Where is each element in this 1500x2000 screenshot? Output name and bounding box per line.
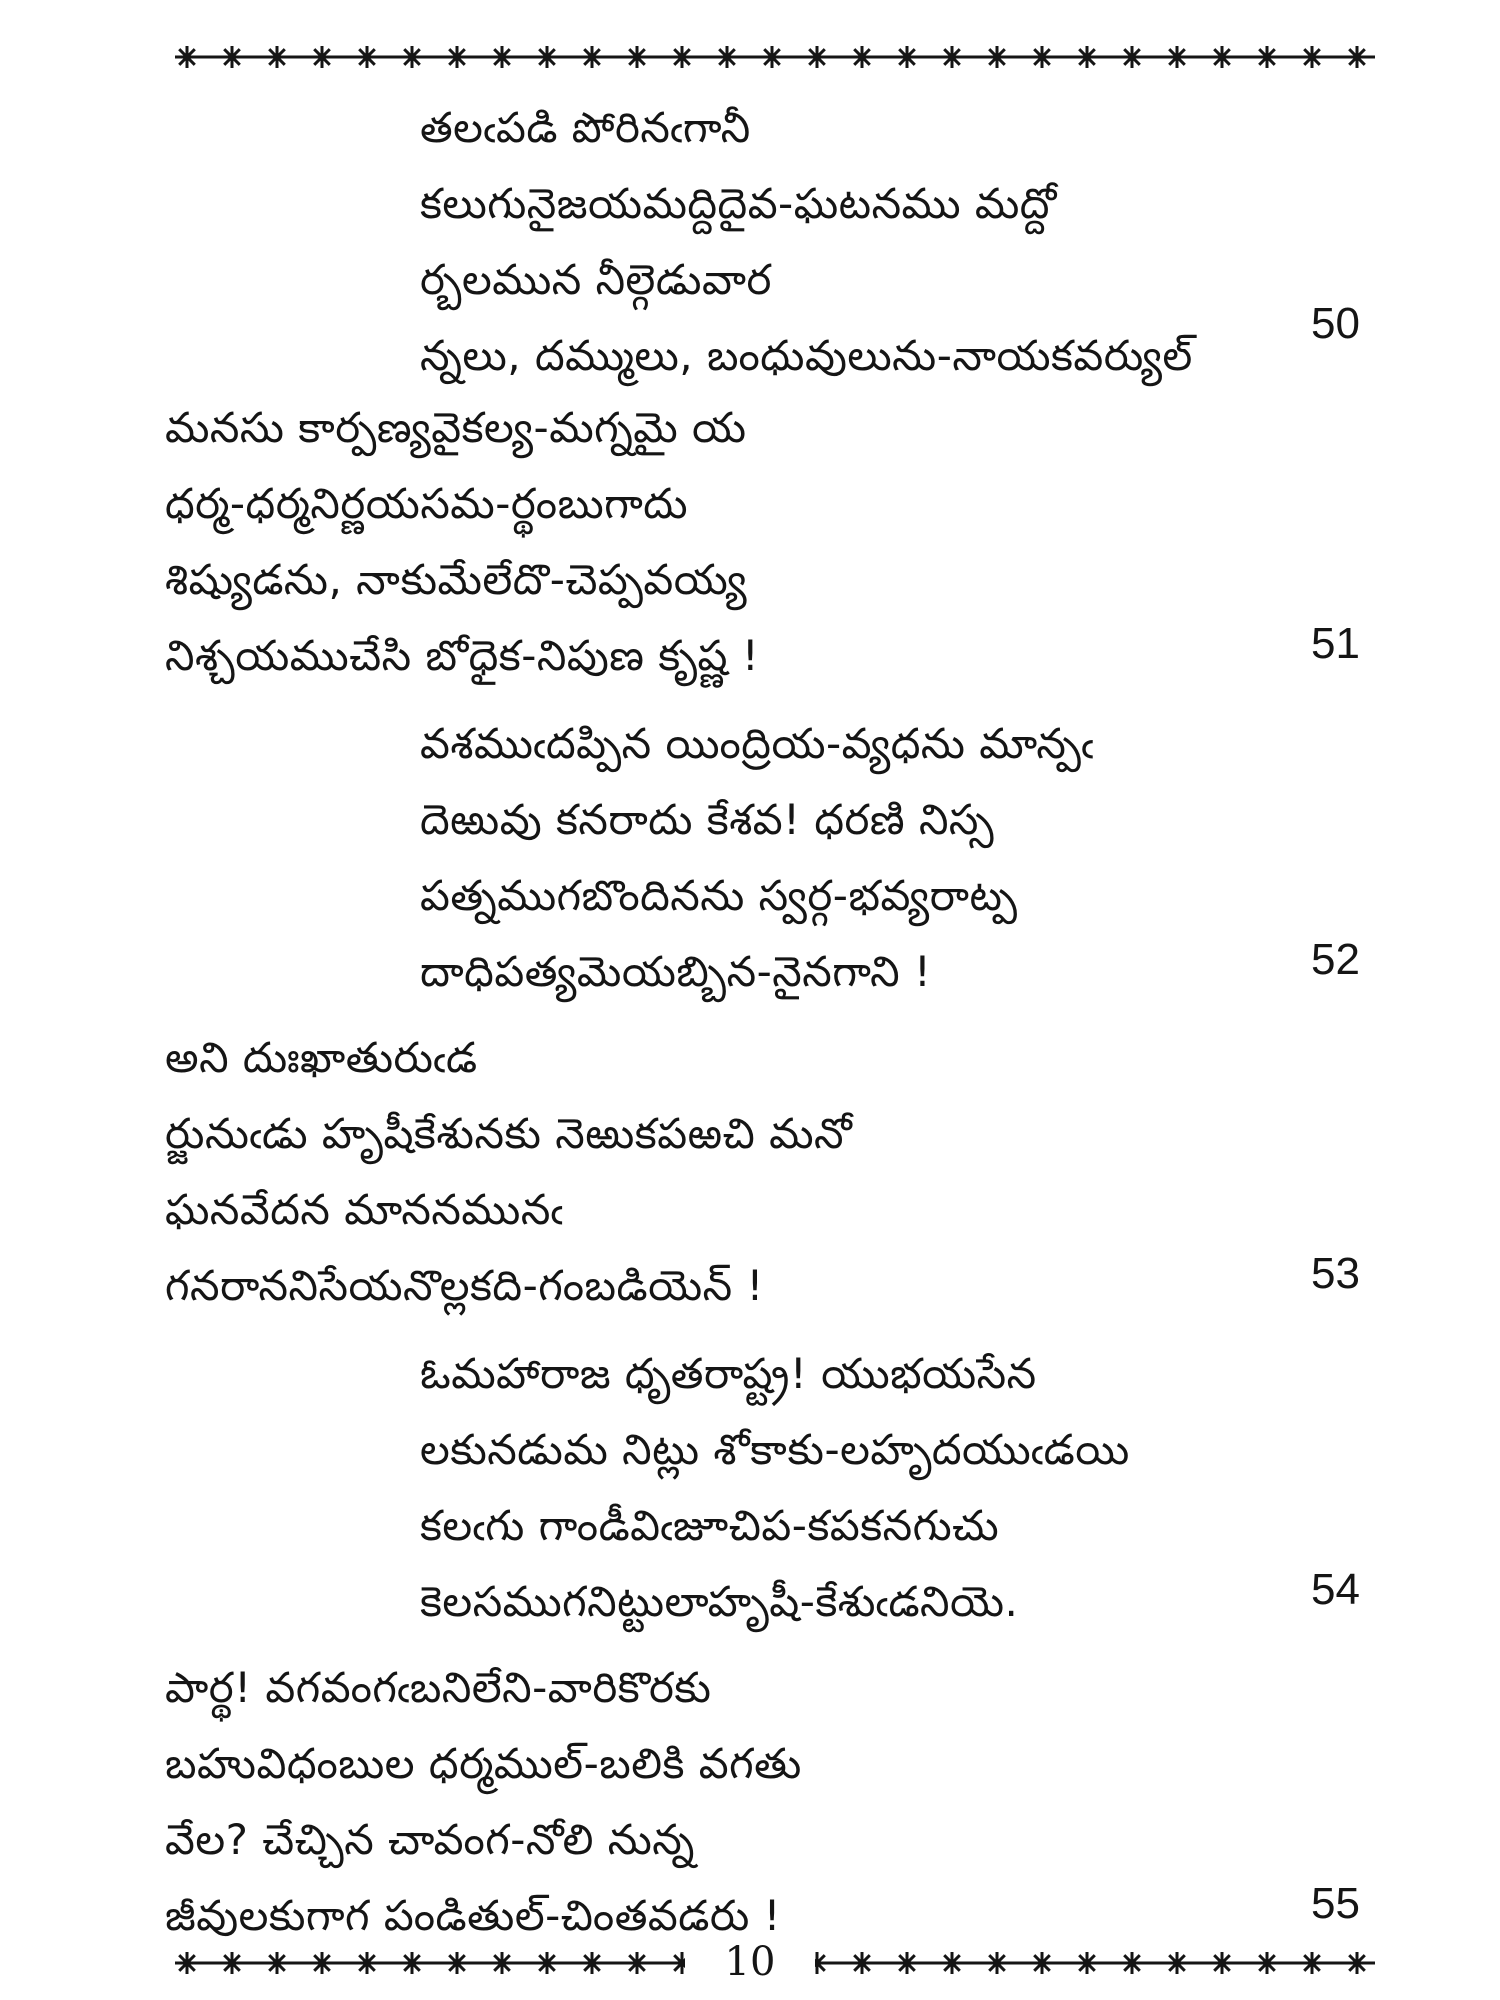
page-number: 10 xyxy=(685,1942,815,1982)
verse-line: బహువిధంబుల ధర్మముల్-బలికి వగతు xyxy=(165,1739,802,1788)
verse-number: 55 xyxy=(1311,1879,1360,1928)
star-flower-icon xyxy=(176,1952,198,1974)
star-flower-icon xyxy=(941,1952,963,1974)
verse-line: ఓమహారాజ ధృతరాష్ట్ర! యుభయసేన xyxy=(420,1349,1037,1398)
star-flower-icon xyxy=(446,1952,468,1974)
star-flower-icon xyxy=(491,46,513,68)
star-flower-icon xyxy=(1301,1952,1323,1974)
verse-number: 50 xyxy=(1311,299,1360,348)
verse-line: వశముఁదప్పిన యింద్రియ-వ్యధను మాన్పఁ xyxy=(420,719,1094,768)
star-flower-icon xyxy=(1211,1952,1233,1974)
star-flower-icon xyxy=(446,46,468,68)
star-flower-icon xyxy=(851,1952,873,1974)
star-flower-icon xyxy=(671,46,693,68)
star-flower-icon xyxy=(1076,46,1098,68)
star-flower-icon xyxy=(536,46,558,68)
star-flower-icon xyxy=(266,46,288,68)
star-flower-icon xyxy=(491,1952,513,1974)
star-flower-icon xyxy=(401,46,423,68)
verse-number: 52 xyxy=(1311,935,1360,984)
star-flower-icon xyxy=(401,1952,423,1974)
star-flower-icon xyxy=(1121,46,1143,68)
verse-line: అని దుఃఖాతురుఁడ xyxy=(165,1033,478,1082)
star-flower-icon xyxy=(1166,46,1188,68)
star-flower-icon xyxy=(986,46,1008,68)
verse-number: 51 xyxy=(1311,619,1360,668)
star-flower-icon xyxy=(221,1952,243,1974)
verse-line: దాధిపత్యమెయబ్బిన-నైనగాని ! xyxy=(420,947,932,996)
star-flower-icon xyxy=(311,1952,333,1974)
star-flower-icon xyxy=(356,46,378,68)
verse-line: ఘనవేదన మాననమునఁ xyxy=(165,1185,564,1234)
star-flower-icon xyxy=(1301,46,1323,68)
star-flower-icon xyxy=(1166,1952,1188,1974)
verse-line: నిశ్చయముచేసి బోధైక-నిపుణ కృష్ణ ! xyxy=(165,631,760,680)
star-flower-icon xyxy=(176,46,198,68)
top-ornamental-border xyxy=(175,42,1375,72)
star-flower-icon xyxy=(1256,46,1278,68)
verse-50 xyxy=(420,90,1193,394)
verse-line: మనసు కార్పణ్యవైకల్య-మగ్నమై య xyxy=(165,403,747,452)
star-flower-icon xyxy=(806,46,828,68)
verse-line: గనరాననిసేయనొల్లకది-గంబడియెన్ ! xyxy=(165,1261,764,1310)
star-flower-icon xyxy=(896,46,918,68)
star-flower-icon xyxy=(1031,46,1053,68)
verse-55 xyxy=(165,1650,802,1954)
star-flower-icon xyxy=(851,46,873,68)
star-flower-icon xyxy=(986,1952,1008,1974)
verse-line: కలుగునైజయమద్దిదైవ-ఘటనము మద్దో xyxy=(420,179,1057,228)
verse-line: పార్థ! వగవంగఁబనిలేని-వారికొరకు xyxy=(165,1663,712,1712)
star-flower-icon xyxy=(941,46,963,68)
star-flower-icon xyxy=(311,46,333,68)
star-flower-icon xyxy=(626,46,648,68)
verse-line: ధర్మ-ధర్మనిర్ణయసమ-ర్థంబుగాదు xyxy=(165,479,688,528)
verse-52 xyxy=(420,706,1094,1010)
star-flower-icon xyxy=(1346,46,1368,68)
star-flower-icon xyxy=(356,1952,378,1974)
star-flower-icon xyxy=(716,46,738,68)
verse-number: 53 xyxy=(1311,1249,1360,1298)
verse-54 xyxy=(420,1336,1130,1640)
star-flower-icon xyxy=(896,1952,918,1974)
verse-line: లకునడుమ నిట్లు శోకాకు-లహృదయుఁడయి xyxy=(420,1425,1130,1474)
verse-line: తలఁపడి పోరినఁగానీ xyxy=(420,103,751,152)
verse-line: కెలసముగనిట్టులాహృషీ-కేశుఁడనియె. xyxy=(420,1577,1019,1626)
star-flower-icon xyxy=(1346,1952,1368,1974)
star-flower-icon xyxy=(1211,46,1233,68)
star-flower-icon xyxy=(581,1952,603,1974)
star-flower-icon xyxy=(1031,1952,1053,1974)
star-flower-icon xyxy=(175,42,1375,72)
star-flower-icon xyxy=(221,46,243,68)
star-flower-icon xyxy=(581,46,603,68)
star-flower-icon xyxy=(1256,1952,1278,1974)
star-flower-icon xyxy=(626,1952,648,1974)
verse-line: దెఱువు కనరాదు కేశవ! ధరణి నిస్స xyxy=(420,795,995,844)
verse-line: ర్జునుఁడు హృషీకేశునకు నెఱుకపఱచి మనో xyxy=(165,1109,853,1158)
verse-number: 54 xyxy=(1311,1565,1360,1614)
verse-line: ర్బలమున నీల్గెడువార xyxy=(420,255,772,304)
star-flower-icon xyxy=(536,1952,558,1974)
verse-line: శిష్యుడను, నాకుమేలేదొ-చెప్పవయ్య xyxy=(165,555,748,604)
verse-line: జీవులకుగాగ పండితుల్-చింతవడరు ! xyxy=(165,1891,781,1940)
verse-line: పత్నముగబొందినను స్వర్గ-భవ్యరాట్ప xyxy=(420,871,1018,920)
star-flower-icon xyxy=(1121,1952,1143,1974)
star-flower-icon xyxy=(266,1952,288,1974)
verse-line: న్నలు, దమ్ములు, బంధువులును-నాయకవర్యుల్ xyxy=(420,331,1193,380)
verse-line: వేల? చేచ్చిన చావంగ-నోలి నున్న xyxy=(165,1815,695,1864)
verse-51 xyxy=(165,390,759,694)
star-flower-icon xyxy=(1076,1952,1098,1974)
star-flower-icon xyxy=(761,46,783,68)
verse-53 xyxy=(165,1020,852,1324)
verse-line: కలఁగు గాండీవిఁజూచిప-కపకనగుచు xyxy=(420,1501,1000,1550)
